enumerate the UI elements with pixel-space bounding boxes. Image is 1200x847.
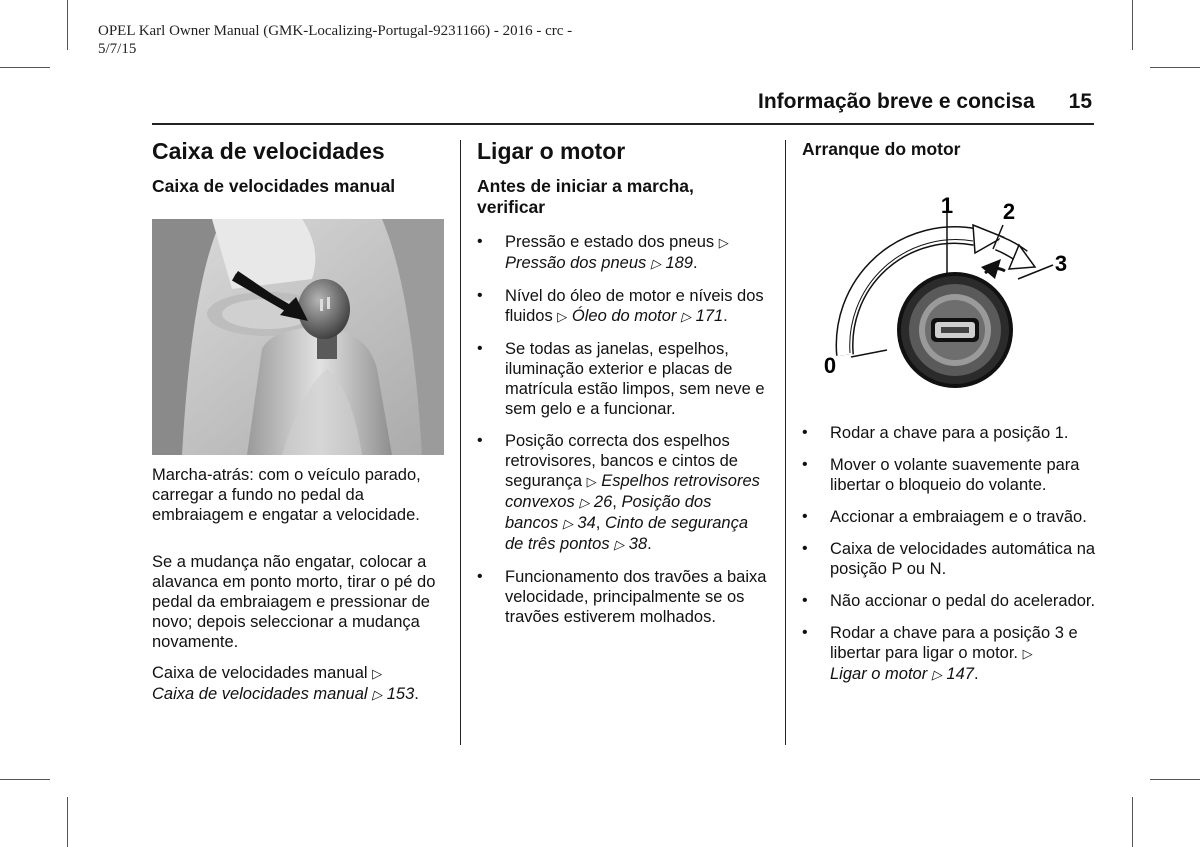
- page-reference-icon: ▷: [562, 516, 573, 531]
- list-item: • Não accionar o pedal do acelerador.: [802, 591, 1098, 611]
- cross-reference-link[interactable]: Cinto de segurança de três pontos: [505, 514, 749, 553]
- cross-reference-page[interactable]: 189: [665, 254, 693, 272]
- document-meta-line1: OPEL Karl Owner Manual (GMK-Localizing-Portugal-9231166) - 2016 - crc -: [98, 23, 573, 39]
- list-item-text: Posição correcta dos espelhos retrovisores, bancos e cintos de segurança: [505, 432, 738, 490]
- list-item: • Mover o volante suavemente para libertar o bloqueio do volante.: [802, 455, 1098, 495]
- subsection-heading: Caixa de velocidades manual: [152, 176, 396, 196]
- position-label-0: 0: [823, 353, 837, 378]
- running-header: [758, 90, 1092, 114]
- crop-mark: [0, 779, 50, 780]
- cross-reference-link[interactable]: Espelhos retrovisores convexos: [505, 472, 760, 511]
- cross-reference-icon: ▷: [718, 235, 729, 250]
- crop-mark: [1132, 797, 1133, 847]
- crop-mark: [67, 0, 68, 50]
- crop-mark: [1150, 779, 1200, 780]
- cross-reference-link[interactable]: Ligar o motor: [830, 665, 928, 683]
- cross-reference-icon: ▷: [586, 474, 597, 489]
- page-reference-icon: ▷: [681, 309, 692, 324]
- manual-gearbox-reference: Caixa de velocidades manual ▷ Caixa de velocidades manual ▷ 153.: [152, 664, 419, 703]
- engine-start-steps: [802, 423, 1098, 697]
- cross-reference-link[interactable]: Posição dos bancos: [505, 493, 712, 532]
- subsection-heading: Antes de iniciar a marcha, verificar: [477, 176, 694, 217]
- list-item: • Caixa de velocidades automática na posição P ou N.: [802, 539, 1098, 579]
- column-divider: [785, 140, 786, 745]
- list-item-text: Nível do óleo de motor e níveis dos fluidos: [505, 287, 764, 325]
- pre-drive-checklist: [477, 232, 769, 639]
- list-item: • Pressão e estado dos pneus ▷ Pressão dos pneus ▷ 189.: [477, 232, 769, 274]
- page-reference-icon: ▷: [931, 667, 942, 682]
- gear-shift-lever-icon: [152, 219, 444, 455]
- column-divider: [460, 140, 461, 745]
- document-meta-line2: 5/7/15: [98, 41, 137, 57]
- header-rule: [152, 123, 1094, 125]
- list-item: • Accionar a embraiagem e o travão.: [802, 507, 1098, 527]
- subsection-heading: Arranque do motor: [802, 139, 961, 159]
- section-heading: Caixa de velocidades: [152, 138, 385, 164]
- list-item-text: Pressão e estado dos pneus: [505, 233, 715, 251]
- reference-text: Caixa de velocidades manual: [152, 664, 368, 682]
- page-number: 15: [1068, 90, 1092, 113]
- crop-mark: [0, 67, 50, 68]
- crop-mark: [1150, 67, 1200, 68]
- position-label-2: 2: [1002, 199, 1016, 224]
- list-item-text: Rodar a chave para a posição 3 e libertar para ligar o motor.: [830, 624, 1078, 662]
- section-heading: Ligar o motor: [477, 138, 626, 164]
- section-title: Informação breve e concisa: [758, 90, 1035, 113]
- reverse-gear-paragraph: Marcha-atrás: com o veículo parado, carregar a fundo no pedal da embraiagem e engatar a velocidade.: [152, 466, 421, 524]
- list-item: • Rodar a chave para a posição 3 e libertar para ligar o motor. ▷ Ligar o motor ▷ 147.: [802, 623, 1098, 685]
- cross-reference-page[interactable]: 38: [628, 535, 648, 553]
- crop-mark: [67, 797, 68, 847]
- position-label-3: 3: [1054, 251, 1068, 276]
- page-reference-icon: ▷: [614, 537, 625, 552]
- cross-reference-link[interactable]: Pressão dos pneus: [505, 254, 647, 272]
- cross-reference-page[interactable]: 26: [593, 493, 613, 511]
- cross-reference-page[interactable]: 34: [577, 514, 596, 532]
- ignition-switch-diagram: [805, 185, 1095, 390]
- cross-reference-link[interactable]: Óleo do motor: [571, 307, 677, 325]
- cross-reference-icon: ▷: [372, 666, 383, 681]
- gear-not-engaging-paragraph: Se a mudança não engatar, colocar a alavanca em ponto morto, tirar o pé do pedal da embraiagem e pressionar de novo; depois seleccionar a mudança novamente.: [152, 553, 436, 651]
- page-reference-icon: ▷: [579, 495, 590, 510]
- cross-reference-icon: ▷: [1022, 646, 1033, 661]
- gear-shift-illustration: [152, 219, 444, 455]
- page-reference-icon: ▷: [650, 256, 661, 271]
- cross-reference-link[interactable]: Caixa de velocidades manual: [152, 685, 368, 703]
- list-item: • Rodar a chave para a posição 1.: [802, 423, 1098, 443]
- cross-reference-page[interactable]: 147: [946, 665, 974, 683]
- crop-mark: [1132, 0, 1133, 50]
- list-item: • Se todas as janelas, espelhos, iluminação exterior e placas de matrícula estão limpos, sem neve e sem gelo e a funcionar.: [477, 339, 769, 419]
- document-meta: [98, 22, 658, 58]
- list-item: • Nível do óleo de motor e níveis dos fluidos ▷ Óleo do motor ▷ 171.: [477, 286, 769, 327]
- position-label-1: 1: [940, 193, 954, 218]
- cross-reference-icon: ▷: [557, 309, 568, 324]
- cross-reference-page[interactable]: 153: [386, 685, 415, 703]
- ignition-switch-icon: [805, 185, 1095, 390]
- cross-reference-page[interactable]: 171: [695, 307, 724, 325]
- page-reference-icon: ▷: [372, 687, 383, 702]
- list-item: • Posição correcta dos espelhos retrovisores, bancos e cintos de segurança ▷ Espelhos retrovisores convexos ▷ 26, Posição dos bancos ▷ 34, Cinto de segurança de três pontos ▷ 38.: [477, 431, 769, 555]
- list-item: • Funcionamento dos travões a baixa velocidade, principalmente se os travões estiverem molhados.: [477, 567, 769, 627]
